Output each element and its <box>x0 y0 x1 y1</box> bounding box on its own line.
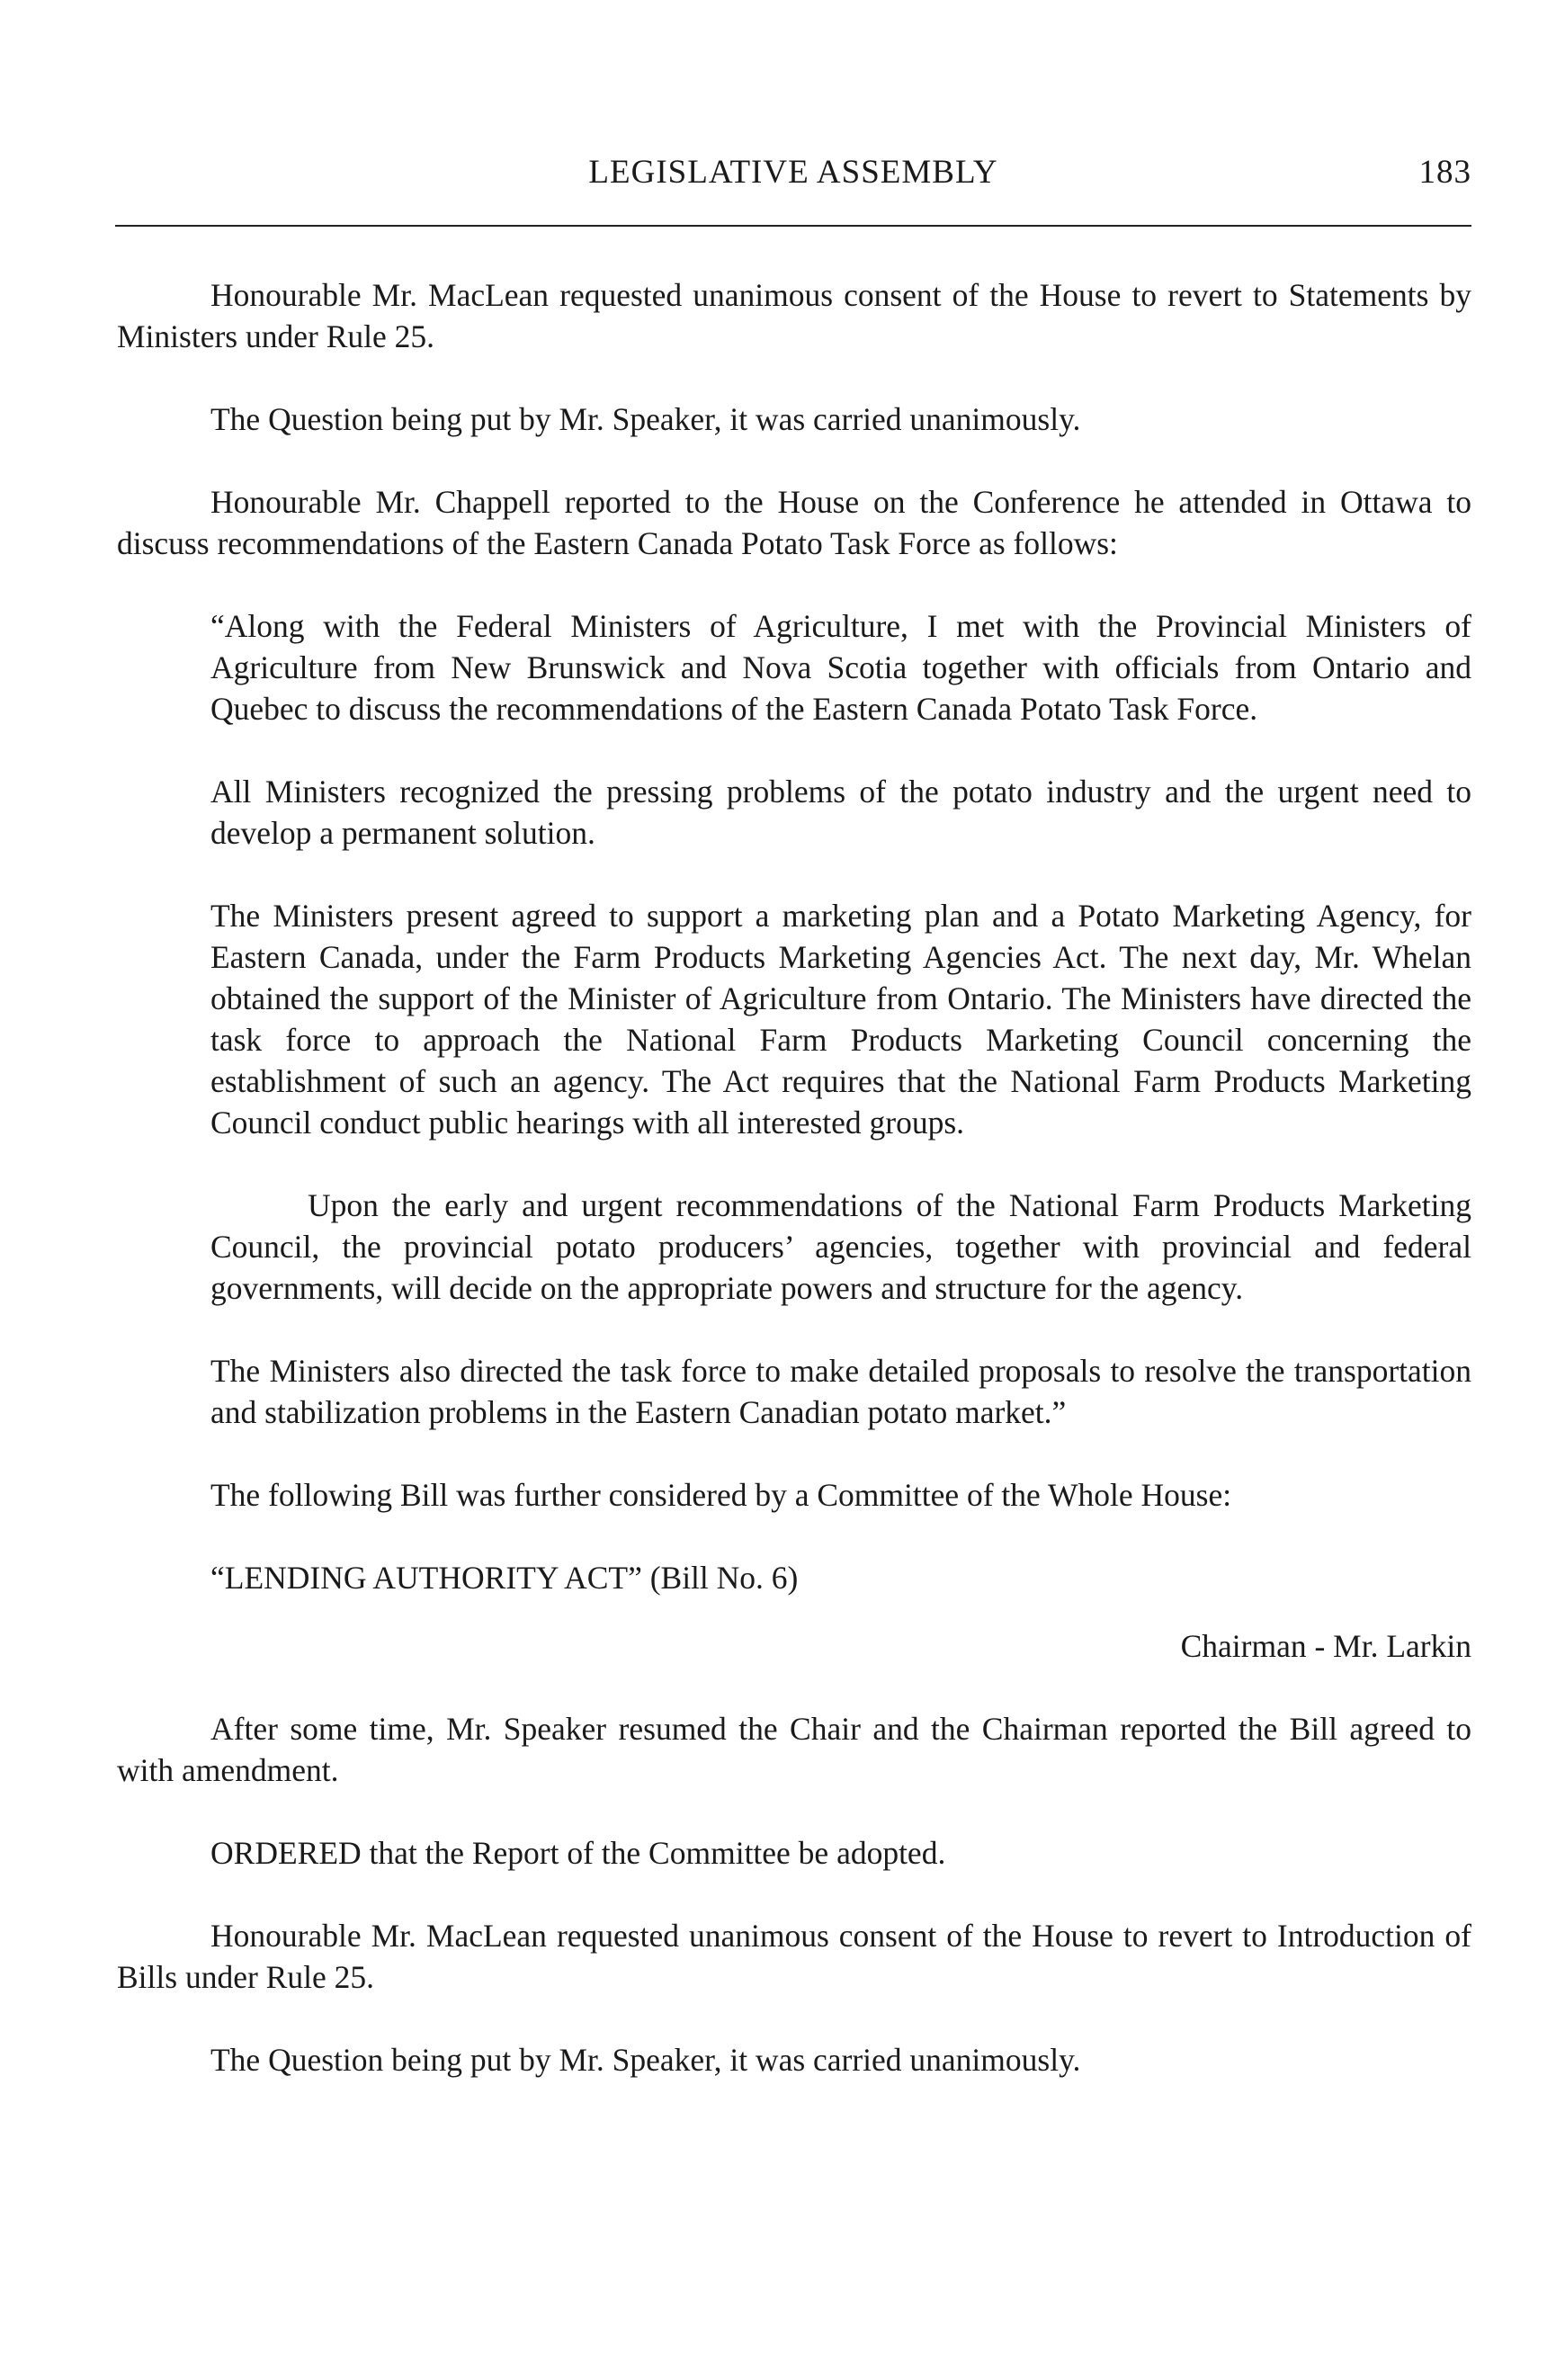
paragraph-question-carried: The Question being put by Mr. Speaker, it was carried unanimously. <box>210 401 1081 437</box>
bill-title: “LENDING AUTHORITY ACT” (Bill No. 6) <box>210 1560 799 1596</box>
paragraph-chappell-report: Honourable Mr. Chappell reported to the House on the Conference he attended in Ottawa to discuss recommendations of the Eastern Canada Potato Task Force as follows: <box>117 484 1471 561</box>
quote-paragraph: “Along with the Federal Ministers of Agriculture, I met with the Provincial Ministers of Agriculture from New Brunswick and Nova Scotia together with officials from Ontario and Quebec to discuss the recommendations of the Eastern Canada Potato Task Force. <box>210 608 1471 727</box>
ministerial-statement-quote <box>210 605 1471 1433</box>
paragraph-ordered: ORDERED that the Report of the Committee be adopted. <box>210 1835 946 1871</box>
quote-paragraph: Upon the early and urgent recommendations of the National Farm Products Marketing Council, the provincial potato producers’ agencies, together with provincial and federal governments, will decide on the appropriate powers and structure for the agency. <box>210 1187 1471 1306</box>
paragraph-bill-considered: The following Bill was further considered by a Committee of the Whole House: <box>210 1477 1232 1513</box>
paragraph-bill-reported: After some time, Mr. Speaker resumed the Chair and the Chairman reported the Bill agreed to with amendment. <box>117 1711 1471 1788</box>
page-body <box>117 274 1471 2122</box>
paragraph-consent-introduction: Honourable Mr. MacLean requested unanimous consent of the House to revert to Introduction of Bills under Rule 25. <box>117 1918 1471 1995</box>
page-number: 183 <box>1418 154 1471 191</box>
page-header <box>115 153 1471 203</box>
quote-paragraph: The Ministers present agreed to support a marketing plan and a Potato Marketing Agency, for Eastern Canada, under the Farm Products Marketing Agencies Act. The next day, Mr. Whelan obtained the support of the Minister of Agriculture from Ontario. The Ministers have directed the task force to approach the National Farm Products Marketing Council concerning the establishment of such an agency. The Act requires that the National Farm Products Marketing Council conduct public hearings with all interested groups. <box>210 898 1471 1141</box>
paragraph-question-carried-2: The Question being put by Mr. Speaker, it was carried unanimously. <box>210 2042 1081 2078</box>
quote-paragraph: The Ministers also directed the task force to make detailed proposals to resolve the transportation and stabilization problems in the Eastern Canadian potato market.” <box>210 1353 1471 1430</box>
header-rule <box>115 225 1471 227</box>
quote-paragraph: All Ministers recognized the pressing problems of the potato industry and the urgent need to develop a permanent solution. <box>210 774 1471 851</box>
committee-chairman: Chairman - Mr. Larkin <box>1180 1628 1471 1664</box>
paragraph-consent-statements: Honourable Mr. MacLean requested unanimous consent of the House to revert to Statements by Ministers under Rule 25. <box>117 277 1471 354</box>
running-title: LEGISLATIVE ASSEMBLY <box>588 154 998 191</box>
